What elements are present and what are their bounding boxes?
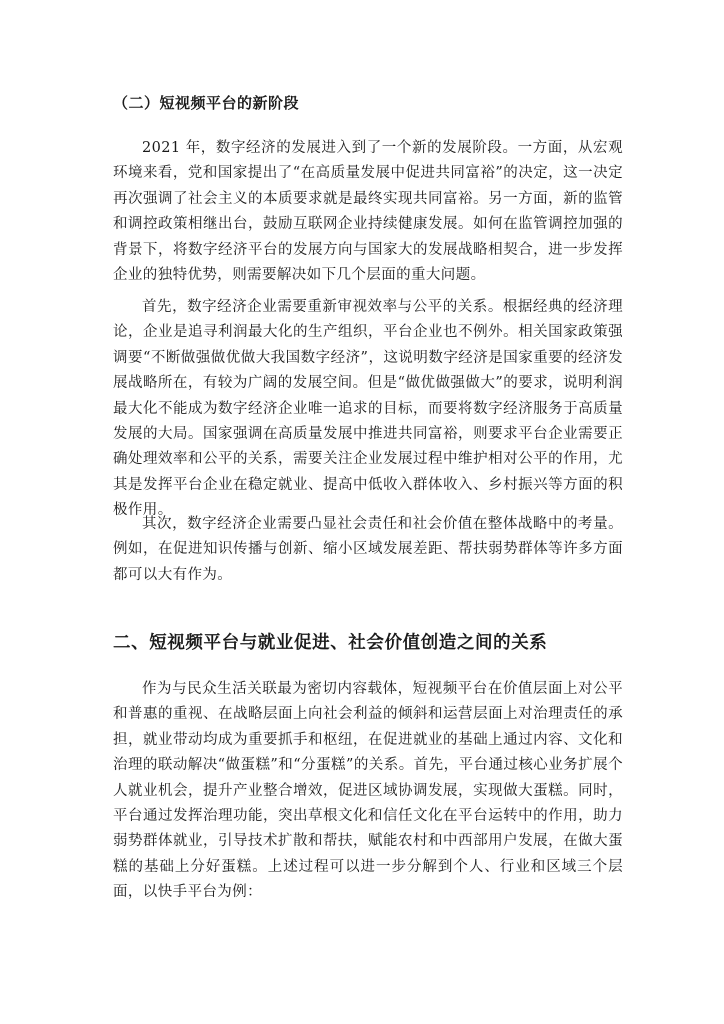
paragraph-social-responsibility: 其次，数字经济企业需要凸显社会责任和社会价值在整体战略中的考量。例如，在促进知识传播与创新、缩小区域发展差距、帮扶弱势群体等许多方面都可以大有作为。 xyxy=(113,516,623,583)
paragraph-development-stage: 2021 年，数字经济的发展进入到了一个新的发展阶段。一方面，从宏观环境来看，党和国家提出了“在高质量发展中促进共同富裕”的决定，这一决定再次强调了社会主义的本质要求就是最终实现共同富裕。另一方面，新的监管和调控政策相继出台，鼓励互联网企业持续健康发展。如何在监管调控加强的背景下，将数字经济平台的发展方向与国家大的发展战略相契合，进一步发挥企业的独特优势，则需要解决如下几个层面的重大问题。 xyxy=(113,140,623,284)
paragraph-platform-employment: 作为与民众生活关联最为密切内容载体，短视频平台在价值层面上对公平和普惠的重视、在战略层面上向社会利益的倾斜和运营层面上对治理责任的承担，就业带动均成为重要抓手和枢纽，在促进就业的基础上通过内容、文化和治理的联动解决“做蛋糕”和“分蛋糕”的关系。首先，平台通过核心业务扩展个人就业机会，提升产业整合增效，促进区域协调发展，实现做大蛋糕。同时，平台通过发挥治理功能，突出草根文化和信任文化在平台运转中的作用，助力弱势群体就业，引导技术扩散和帮扶，赋能农村和中西部用户发展，在做大蛋糕的基础上分好蛋糕。上述过程可以进一步分解到个人、行业和区域三个层面，以快手平台为例： xyxy=(113,681,623,901)
subsection-heading: （二）短视频平台的新阶段 xyxy=(113,94,300,112)
section-heading: 二、短视频平台与就业促进、社会价值创造之间的关系 xyxy=(113,633,548,653)
paragraph-efficiency-fairness: 首先，数字经济企业需要重新审视效率与公平的关系。根据经典的经济理论，企业是追寻利润最大化的生产组织，平台企业也不例外。相关国家政策强调要“不断做强做优做大我国数字经济”，这说明数字经济是国家重要的经济发展战略所在，有较为广阔的发展空间。但是“做优做强做大”的要求，说明利润最大化不能成为数字经济企业唯一追求的目标，而要将数字经济服务于高质量发展的大局。国家强调在高质量发展中推进共同富裕，则要求平台企业需要正确处理效率和公平的关系，需要关注企业发展过程中维护相对公平的作用，尤其是发挥平台企业在稳定就业、提高中低收入群体收入、乡村振兴等方面的积极作用。 xyxy=(113,299,623,519)
